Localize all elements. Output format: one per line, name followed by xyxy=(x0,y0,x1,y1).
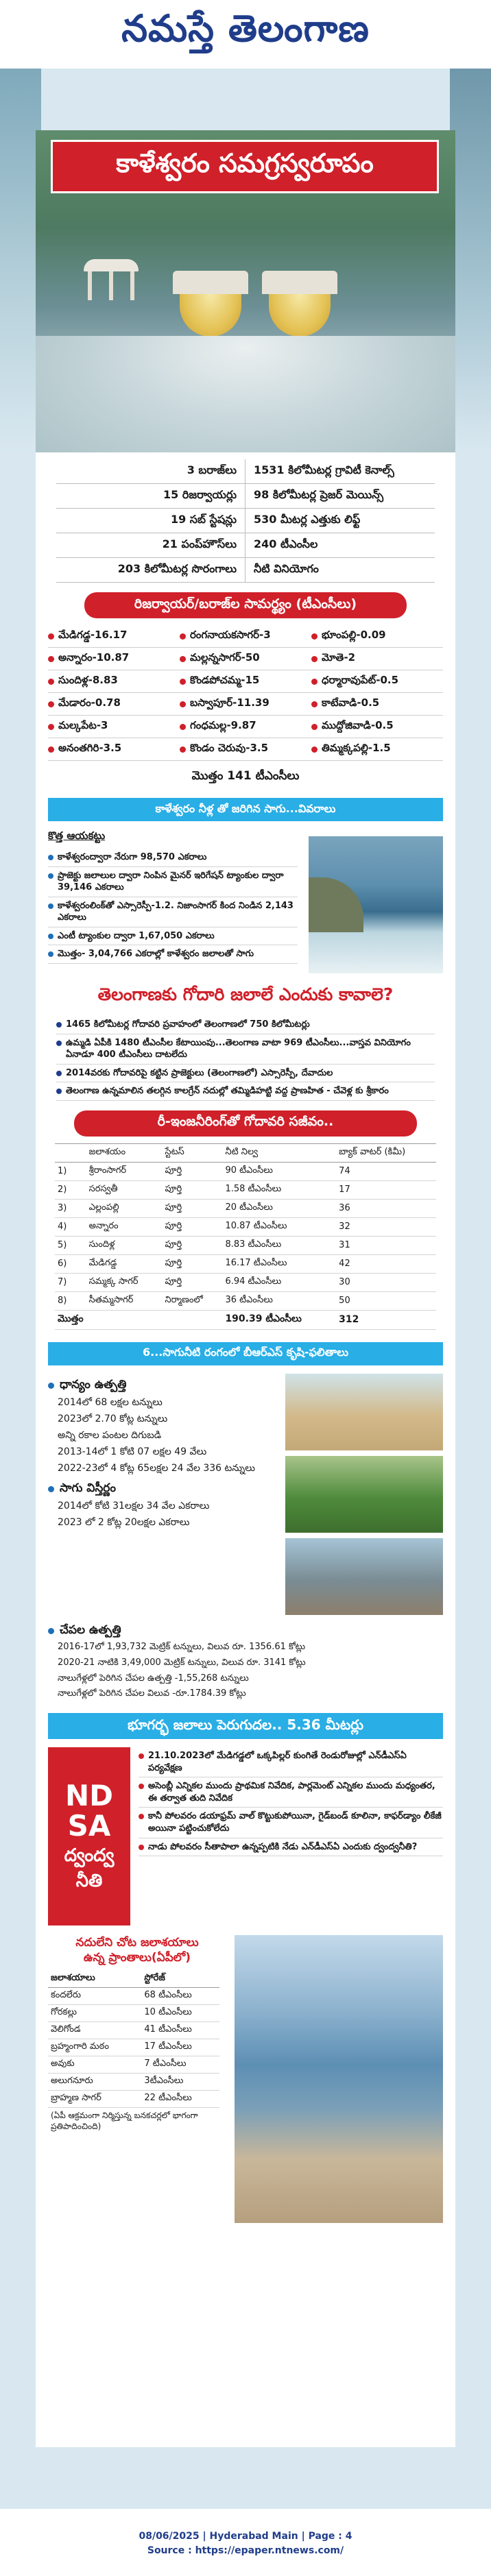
capacity-item xyxy=(311,670,443,693)
lake-left xyxy=(48,1935,226,2223)
capacity-item xyxy=(311,716,443,738)
bullet-icon xyxy=(48,724,54,730)
bullet-icon xyxy=(311,746,318,753)
project-status: పూర్తి xyxy=(163,1180,223,1199)
fish-line: నాలుగేళ్లలో పెరిగిన చేపల ఉత్పత్తి -1,55,268 టన్నులు xyxy=(58,1673,249,1684)
bullet-icon xyxy=(311,633,318,640)
irrigation-item-text: కాళేశ్వరంద్వారా నేరుగా 98,570 ఎకరాలు xyxy=(58,852,207,862)
project-name: సీతమ్మసాగర్ xyxy=(86,1291,163,1310)
bullet-icon xyxy=(48,679,54,685)
table-row xyxy=(48,2056,219,2074)
reservoir-storage: 68 టీఎంసీలు xyxy=(141,1988,219,2005)
table-row xyxy=(48,2039,219,2056)
project-name: శ్రీరాంసాగర్ xyxy=(86,1162,163,1180)
pavilion-image xyxy=(84,259,139,300)
total-storage: 190.39 టీఎంసీలు xyxy=(222,1310,336,1329)
lake-photo xyxy=(235,1935,443,2223)
row-number: 4) xyxy=(55,1217,86,1236)
ndsa-item xyxy=(139,1808,443,1838)
irrigation-item xyxy=(48,867,298,897)
irrigation-item-text: మొత్తం- 3,04,766 ఎకరాల్లో కాళేశ్వరం జలాలతో సాగు xyxy=(58,949,254,960)
field-photo xyxy=(285,1456,443,1533)
fact-row: 15 రిజర్వాయర్లు 98 కిలోమీటర్ల ప్రెజర్ మెయిన్స్ xyxy=(56,484,435,509)
capacity-label: మల్లన్నసాగర్-50 xyxy=(190,651,260,664)
paddy-heading: ధాన్యం ఉత్పత్తి xyxy=(48,1378,277,1394)
hero-title: కాళేశ్వరం సమగ్రస్వరూపం xyxy=(51,140,439,193)
fishing-photo xyxy=(285,1538,443,1615)
capacity-title: రిజర్వాయర్/బరాజ్‌ల సామర్థ్యం (టీఎంసీలు) xyxy=(84,592,407,618)
why-item xyxy=(56,1016,435,1034)
capacity-label: సుందిళ్ల-8.83 xyxy=(58,674,118,686)
groundwater-banner: భూగర్భ జలాలు పెరుగుదల.. 5.36 మీటర్లు xyxy=(48,1713,443,1739)
table-row xyxy=(55,1162,436,1180)
row-number: 5) xyxy=(55,1236,86,1254)
ndsa-box: ND SA ద్వంద్వ నీతి xyxy=(48,1747,130,1925)
water-spray-image xyxy=(36,336,455,452)
capacity-total: మొత్తం 141 టీఎంసీలు xyxy=(191,769,300,783)
irrigation-item-text: ప్రాజెక్టు జలాలుల ద్వారా నింపిన మైనర్ ఇరిగేషన్ ట్యాంకుల ద్వారా 39,146 ఎకరాలు xyxy=(58,870,284,893)
row-number: 2) xyxy=(55,1180,86,1199)
fact-row: 203 కిలోమీటర్ల సొరంగాలు నీటి వినియోగం xyxy=(56,558,435,583)
fact-row: 21 పంప్‌హౌస్‌లు 240 టీఎంసీల xyxy=(56,533,435,558)
bullet-icon xyxy=(48,903,53,909)
table-row xyxy=(55,1273,436,1291)
irrigation-item xyxy=(48,927,298,946)
ndsa-item-text: అసెంబ్లీ ఎన్నికల ముందు ప్రాథమిక నివేదిక, పార్లమెంట్ ఎన్నికల ముందు మధ్యంతర, ఈ తర్వాత తుది నివేదిక xyxy=(148,1781,435,1803)
project-status: నిర్మాణంలో xyxy=(163,1291,223,1310)
why-item-text: తెలంగాణ ఉన్నమాలిన తలగ్గిన కాలగ్రేన్ నదుల్లో తమ్మిడిహట్టి వద్ద ప్రాణహిత - చేవెళ్ల కు శ్రీకారం xyxy=(66,1086,389,1097)
capacity-item xyxy=(180,648,311,670)
project-storage: 1.58 టీఎంసీలు xyxy=(222,1180,336,1199)
bullet-icon xyxy=(48,656,54,662)
reservoir-storage: 17 టీఎంసీలు xyxy=(141,2039,219,2056)
project-storage: 6.94 టీఎంసీలు xyxy=(222,1273,336,1291)
gate-image xyxy=(173,271,248,337)
project-backwater: 30 xyxy=(336,1273,436,1291)
masthead-logo: నమస్తే తెలంగాణ xyxy=(121,6,370,50)
bullet-icon xyxy=(139,1845,144,1850)
table-total-row xyxy=(55,1310,436,1329)
table-row xyxy=(55,1217,436,1236)
capacity-label: తిమ్మక్కపల్లి-1.5 xyxy=(322,742,391,754)
row-number: 6) xyxy=(55,1254,86,1273)
capacity-label: మేడిగడ్డ-16.17 xyxy=(58,629,128,641)
ndsa-item-text: 21.10.2023లో మేడిగడ్డలో ఒక్కపిల్లర్ కుంగితే రెండురోజుల్లో ఎన్‌డీఎస్‌ఏ పర్యవేక్షణ xyxy=(148,1751,407,1773)
fish-line: 2016-17లో 1,93,732 మెట్రిక్ టన్నులు, విలువ రూ. 1356.61 కోట్లు xyxy=(58,1641,306,1652)
fact-row: 19 సబ్ స్టేషన్లు 530 మీటర్ల ఎత్తుకు లిఫ్ట్ xyxy=(56,509,435,533)
bullet-icon xyxy=(56,1071,62,1076)
fact-row: 3 బరాజ్‌లు 1531 కిలోమీటర్ల గ్రావిటీ కెనాల్స్ xyxy=(56,459,435,484)
irrigation-banner: కాళేశ్వరం నీళ్ల తో జరిగిన సాగు...వివరాలు xyxy=(48,798,443,821)
capacity-item xyxy=(180,716,311,738)
irrigation-item xyxy=(48,945,298,964)
area-heading: సాగు విస్తీర్ణం xyxy=(48,1481,277,1498)
reservoir-storage: 41 టీఎంసీలు xyxy=(141,2022,219,2039)
project-name: అన్నారం xyxy=(86,1217,163,1236)
canal-photo xyxy=(309,836,443,973)
area-line: 2014లో కోటి 31లక్షల 34 వేల ఎకరాలు xyxy=(58,1500,210,1511)
capacity-label: కొండపోచమ్మ-15 xyxy=(190,674,260,686)
table-row xyxy=(48,1988,219,2005)
capacity-label: కాటేవాడి-0.5 xyxy=(322,696,380,709)
project-name: సమ్మక్క సాగర్ xyxy=(86,1273,163,1291)
ndsa-section xyxy=(48,1747,443,1925)
irrigation-item xyxy=(48,897,298,927)
capacity-item xyxy=(180,738,311,761)
irrigation-item-text: కాళేశ్వరంలింక్‌తో ఎస్సారెస్పీ-1.2. నిజాంసాగర్ కింద నిండిన 2,143 ఎకరాలు xyxy=(58,900,294,923)
ndsa-item-text: కానీ పోలవరం డయాఫ్రమ్ వాల్ కొట్టుకుపోయినా, గైడ్‌బండ్ కూలినా, కాఫర్‌డ్యాం లీకేజీ అయినా పట్టించుకోలేదు xyxy=(148,1811,442,1834)
article-page xyxy=(0,69,491,2509)
project-backwater: 36 xyxy=(336,1199,436,1217)
row-number: 8) xyxy=(55,1291,86,1310)
irrigation-item xyxy=(48,849,298,867)
bullet-icon xyxy=(56,1041,62,1046)
capacity-grid xyxy=(48,625,443,761)
agri-text xyxy=(48,1374,277,1620)
table-row xyxy=(48,2022,219,2039)
row-number: 3) xyxy=(55,1199,86,1217)
reservoir-name: అవుకు xyxy=(48,2056,141,2074)
project-name: సుందిళ్ల xyxy=(86,1236,163,1254)
why-item-text: 1465 కిలోమీటర్ల గోదావరి ప్రవాహంలో తెలంగాణలో 750 కిలోమీటర్లు xyxy=(66,1019,310,1030)
project-name: మేడిగడ్డ xyxy=(86,1254,163,1273)
why-item-text: 2014వరకు గోదావరిపై కట్టిన ప్రాజెక్టులు (తెలంగాణలో) ఎస్సారెస్పీ, దేవాదుల xyxy=(66,1067,333,1078)
bullet-icon xyxy=(180,633,186,640)
empty-cell xyxy=(86,1310,163,1329)
project-storage: 10.87 టీఎంసీలు xyxy=(222,1217,336,1236)
reservoir-name: గోరకల్లు xyxy=(48,2005,141,2022)
col-header: స్టోరేజ్ xyxy=(141,1971,219,1988)
table-row xyxy=(55,1180,436,1199)
capacity-item xyxy=(311,625,443,648)
why-title: తెలంగాణకు గోదారి జలాలే ఎందుకు కావాలె? xyxy=(97,984,394,1004)
project-backwater: 32 xyxy=(336,1217,436,1236)
capacity-label: అనంతగిరి-3.5 xyxy=(58,742,122,754)
fish-heading: చేపల ఉత్పత్తి xyxy=(48,1623,443,1640)
bullet-icon xyxy=(139,1753,144,1759)
table-row xyxy=(55,1199,436,1217)
bullet-icon xyxy=(48,701,54,707)
row-number: 1) xyxy=(55,1162,86,1180)
bullet-icon xyxy=(48,951,53,957)
project-backwater: 74 xyxy=(336,1162,436,1180)
project-storage: 90 టీఎంసీలు xyxy=(222,1162,336,1180)
ndsa-item-text: నాడు పోలవరం సీతాపాలా ఉన్నప్పటికి నేడు ఎన్‌డీఎస్‌ఏ ఎందుకు ద్వంద్వనీతి? xyxy=(148,1841,418,1852)
bullet-icon xyxy=(48,934,53,939)
paddy-line: 2014లో 68 లక్షల టన్నులు xyxy=(58,1396,163,1408)
bullet-icon xyxy=(48,633,54,640)
bullet-icon xyxy=(311,679,318,685)
col-header: జలాశయాలు xyxy=(48,1971,141,1988)
capacity-label: భూంపల్లి-0.09 xyxy=(322,629,386,641)
agri-banner: 6...సాగునీటి రంగంలో బీఆర్‌ఎస్ కృషి-ఫలితాలు xyxy=(48,1342,443,1365)
fish-line: 2020-21 నాటికి 3,49,000 మెట్రిక్ టన్నులు, విలువ రూ. 3141 కోట్లు xyxy=(58,1657,306,1668)
project-backwater: 31 xyxy=(336,1236,436,1254)
why-item xyxy=(56,1065,435,1083)
area-line: 2023 లో 2 కోట్ల 20లక్షల ఎకరాలు xyxy=(58,1516,190,1528)
bullet-icon xyxy=(48,855,53,860)
ndsa-item xyxy=(139,1747,443,1777)
bullet-icon xyxy=(48,873,53,879)
capacity-item xyxy=(48,738,180,761)
bullet-icon xyxy=(139,1814,144,1819)
irrigation-section xyxy=(48,829,443,973)
agri-section xyxy=(48,1374,443,1620)
bullet-icon xyxy=(180,701,186,707)
capacity-label: ముద్దోజివాడి-0.5 xyxy=(322,719,394,731)
fish-section xyxy=(48,1623,443,1703)
capacity-item xyxy=(311,738,443,761)
reservoir-storage: 7 టీఎంసీలు xyxy=(141,2056,219,2074)
project-name: సరస్వతీ xyxy=(86,1180,163,1199)
capacity-item xyxy=(311,693,443,716)
table-row xyxy=(55,1236,436,1254)
bullet-icon xyxy=(180,679,186,685)
water-left-image xyxy=(0,69,41,452)
table-row xyxy=(48,2091,219,2108)
agri-photos xyxy=(285,1374,443,1620)
capacity-item xyxy=(48,670,180,693)
total-backwater: 312 xyxy=(336,1310,436,1329)
project-storage: 36 టీఎంసీలు xyxy=(222,1291,336,1310)
harvest-photo xyxy=(285,1374,443,1450)
lake-note: (ఏపీ ఆక్రమంగా నిర్మిస్తున్న బనకచర్లలో భాగంగా ప్రతిపాదించింది) xyxy=(51,2111,198,2132)
capacity-label: మోతె-2 xyxy=(322,651,356,664)
footer xyxy=(0,2529,491,2558)
lake-title: నదులేని చోట జలాశయాలు ఉన్న ప్రాంతాలు(ఏపీలో) xyxy=(75,1936,199,1965)
reservoir-name: బ్రహ్మంగారి మఠం xyxy=(48,2039,141,2056)
bullet-icon xyxy=(311,656,318,662)
table-row xyxy=(48,2005,219,2022)
capacity-item xyxy=(180,693,311,716)
capacity-item xyxy=(48,693,180,716)
masthead xyxy=(0,0,491,66)
why-item xyxy=(56,1082,435,1101)
capacity-item xyxy=(48,625,180,648)
reengineering-title: రీ-ఇంజనీరింగ్‌తో గోదావరి సజీవం.. xyxy=(74,1110,417,1137)
project-status: పూర్తి xyxy=(163,1273,223,1291)
why-item xyxy=(56,1034,435,1065)
bullet-icon xyxy=(180,724,186,730)
facts-table xyxy=(36,452,455,583)
why-item-text: ఉమ్మడి ఏపీకి 1480 టీఎంసీల కేటాయింపు...తెలంగాణ వాటా 969 టీఎంసీలు...వాస్తవ వినియోగం ఏనాడూ 400 టీఎంసీలు దాటలేదు xyxy=(66,1037,411,1060)
reservoir-name: వెలిగోండ xyxy=(48,2022,141,2039)
capacity-item xyxy=(48,648,180,670)
infographic-card xyxy=(36,130,455,2447)
irrigation-subheading: కొత్త ఆయకట్టు xyxy=(48,829,106,842)
capacity-label: బస్వాపూర్-11.39 xyxy=(190,696,270,709)
project-backwater: 50 xyxy=(336,1291,436,1310)
ndsa-item xyxy=(139,1777,443,1808)
reservoir-name: అలుగనూరు xyxy=(48,2074,141,2091)
project-status: పూర్తి xyxy=(163,1254,223,1273)
project-storage: 8.83 టీఎంసీలు xyxy=(222,1236,336,1254)
reservoir-name: కందలేరు xyxy=(48,1988,141,2005)
table-row xyxy=(55,1254,436,1273)
fish-line: నాలుగేళ్లలో పెరిగిన చేపల విలువ -రూ.1784.39 కోట్లు xyxy=(58,1688,246,1699)
table-row xyxy=(48,2074,219,2091)
project-storage: 20 టీఎంసీలు xyxy=(222,1199,336,1217)
reservoir-storage: 10 టీఎంసీలు xyxy=(141,2005,219,2022)
capacity-label: గంధమల్ల-9.87 xyxy=(190,719,256,731)
project-backwater: 17 xyxy=(336,1180,436,1199)
capacity-label: మల్కపేట-3 xyxy=(58,719,108,731)
paddy-line: 2013-14లో 1 కోటి 07 లక్షల 49 వేలు xyxy=(58,1446,207,1458)
capacity-item xyxy=(48,716,180,738)
irrigation-item-text: ఎంటీ ట్యాంకుల ద్వారా 1,67,050 ఎకరాలు xyxy=(58,930,215,941)
bullet-icon xyxy=(180,746,186,753)
capacity-item xyxy=(180,625,311,648)
col-header: బ్యాక్ వాటర్ (కిమీ) xyxy=(336,1143,436,1162)
project-status: పూర్తి xyxy=(163,1217,223,1236)
capacity-item xyxy=(180,670,311,693)
paddy-line: 2022-23లో 4 కోట్ల 65లక్షల 24 వేల 336 టన్నులు xyxy=(58,1463,256,1474)
col-header: జలాశయం xyxy=(86,1143,163,1162)
capacity-label: అన్నారం-10.87 xyxy=(58,651,130,664)
lake-table xyxy=(48,1971,219,2108)
paddy-line: అన్ని రకాల పంటల దిగుబడి xyxy=(58,1430,162,1442)
reservoir-name: బ్రాహ్మణ సాగర్ xyxy=(48,2091,141,2108)
ndsa-list xyxy=(139,1747,443,1925)
why-list xyxy=(56,1016,435,1101)
capacity-label: ధర్మారావుపేట్-0.5 xyxy=(322,674,399,686)
water-right-image xyxy=(450,69,491,452)
table-row xyxy=(55,1291,436,1310)
empty-cell xyxy=(163,1310,223,1329)
col-header: నీటి నిల్వ xyxy=(222,1143,336,1162)
col-header: స్టేటస్ xyxy=(163,1143,223,1162)
capacity-label: కొండం చెరువు-3.5 xyxy=(190,742,269,754)
irrigation-list xyxy=(48,829,298,973)
project-storage: 16.17 టీఎంసీలు xyxy=(222,1254,336,1273)
paddy-line: 2023లో 2.70 కోట్ల టన్నులు xyxy=(58,1413,168,1424)
hero-photo xyxy=(36,130,455,452)
project-status: పూర్తి xyxy=(163,1162,223,1180)
bullet-icon xyxy=(48,746,54,753)
projects-table xyxy=(55,1143,436,1330)
footer-date: 08/06/2025 | Hyderabad Main | Page : 4 xyxy=(139,2531,352,2542)
capacity-label: రంగనాయకసాగర్-3 xyxy=(190,629,271,641)
ndsa-item xyxy=(139,1838,443,1857)
bullet-icon xyxy=(180,656,186,662)
project-backwater: 42 xyxy=(336,1254,436,1273)
footer-source: Source : https://epaper.ntnews.com/ xyxy=(147,2545,344,2556)
total-name: మొత్తం xyxy=(55,1310,86,1329)
reservoir-storage: 22 టీఎంసీలు xyxy=(141,2091,219,2108)
lake-section xyxy=(48,1935,443,2223)
capacity-label: మేడారం-0.78 xyxy=(58,696,121,709)
bullet-icon xyxy=(311,724,318,730)
row-number: 7) xyxy=(55,1273,86,1291)
bullet-icon xyxy=(139,1784,144,1789)
bullet-icon xyxy=(311,701,318,707)
project-status: పూర్తి xyxy=(163,1236,223,1254)
reservoir-storage: 3టీఎంసీలు xyxy=(141,2074,219,2091)
project-status: పూర్తి xyxy=(163,1199,223,1217)
bullet-icon xyxy=(56,1089,62,1094)
gate-image xyxy=(262,271,337,337)
bullet-icon xyxy=(56,1022,62,1028)
capacity-item xyxy=(311,648,443,670)
project-name: ఎల్లంపల్లి xyxy=(86,1199,163,1217)
